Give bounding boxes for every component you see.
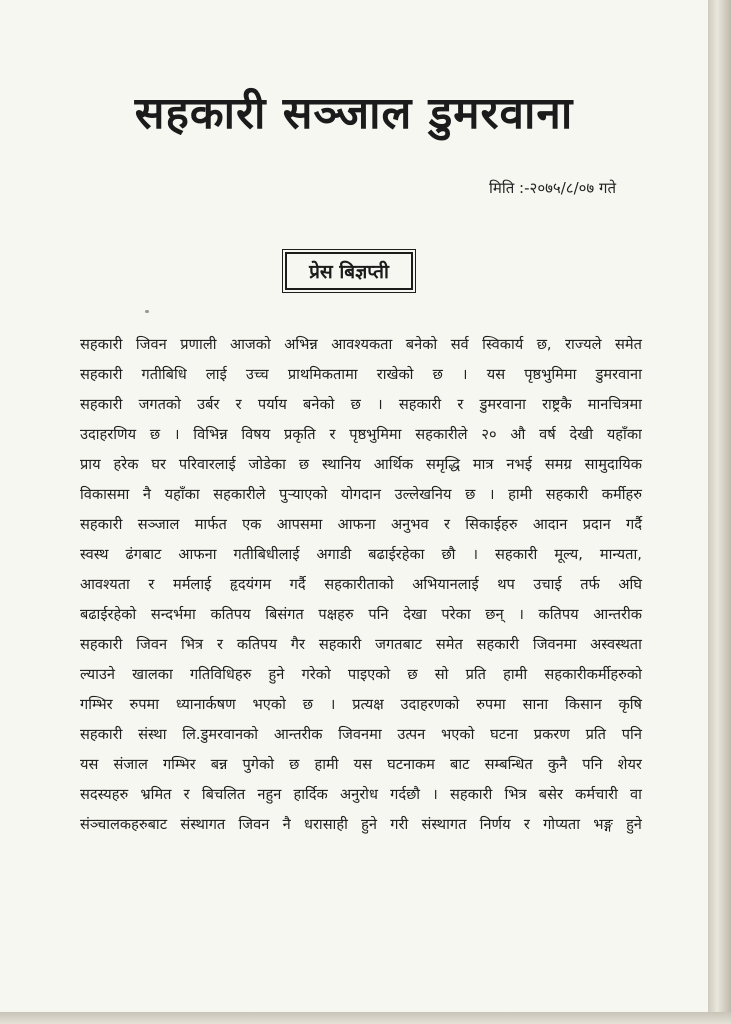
word: सहकारीले [213, 486, 266, 503]
word: परिवारलाई [178, 456, 236, 473]
paper-stack-edge [708, 0, 731, 1024]
paper-speck [145, 310, 149, 313]
body-line [80, 540, 642, 570]
word: जगतबाट [375, 636, 422, 653]
word: वर्ष [539, 426, 556, 443]
word: ल्याउने [80, 666, 116, 683]
word: अघि [618, 576, 642, 593]
word: घर [151, 456, 166, 473]
word: नभई [506, 456, 532, 473]
word: संञ्चालकहरुबाट [80, 816, 168, 833]
word: आन्तरीक [593, 606, 642, 623]
word: तर्फ [580, 576, 600, 593]
word: लि.डुमरवानको [182, 726, 259, 743]
word: राष्ट्रकै [542, 396, 572, 413]
word: र [148, 576, 155, 593]
word: रुपमा [129, 696, 159, 713]
word: विकासमा [80, 486, 130, 503]
word: । [377, 396, 383, 413]
word: सो [434, 666, 449, 683]
word: देखा [403, 606, 427, 623]
word: संस्थागत [180, 816, 226, 833]
word: आदान [532, 516, 568, 533]
word: सामुदायिक [584, 456, 642, 473]
word: आन्तरीक [273, 726, 323, 743]
word: डुमरवाना [479, 396, 526, 413]
word: मात्र [472, 456, 494, 473]
word: बिचलित [201, 786, 246, 803]
word: अनुरोध [339, 786, 378, 803]
word: आवश्यता [80, 576, 130, 593]
word: गरेको [301, 666, 331, 683]
word: पक्षहरु [318, 606, 354, 623]
word: बाट [450, 756, 470, 773]
word: प्रति [465, 666, 486, 683]
word: प्राथमिकतामा [287, 366, 358, 383]
word: बढाईरहेको [80, 606, 137, 623]
word: घटनाकम [387, 756, 435, 773]
word: शेयर [617, 756, 642, 773]
word: समृद्धि [425, 456, 460, 473]
word: लाई [205, 366, 227, 383]
word: २० [481, 426, 497, 443]
word: परेका [441, 606, 471, 623]
word: । [432, 786, 438, 803]
word: देखी [569, 426, 593, 443]
word: सहकारी [80, 396, 123, 413]
body-line [80, 450, 642, 480]
word: मर्मलाई [172, 576, 212, 593]
press-release-heading: प्रेस बिज्ञप्ती [309, 261, 389, 283]
word: अभियानलाई [412, 576, 479, 593]
word: सहकारी [476, 636, 520, 653]
word: भएको [441, 726, 475, 743]
word: कतिपय [210, 606, 251, 623]
word: मान्यता, [599, 546, 642, 563]
word: साना [522, 696, 549, 713]
body-line [80, 510, 642, 540]
word: उदाहरणिय [80, 426, 137, 443]
word: स्थानिय [322, 456, 361, 473]
word: । [462, 366, 468, 383]
word: घटना [490, 726, 519, 743]
word: गतिविधिहरु [189, 666, 252, 683]
body-line [80, 750, 642, 780]
word: कर्मचारी [575, 786, 618, 803]
word: उर्बर [197, 396, 220, 413]
word: सहकारी [80, 726, 123, 743]
word: प्रकरण [533, 726, 570, 743]
body-line [80, 420, 642, 450]
word: प्राय [80, 456, 101, 473]
word: धरासाही [303, 816, 348, 833]
body-line [80, 480, 642, 510]
word: पनि [582, 756, 603, 773]
word: आफना [337, 516, 376, 533]
body-line [80, 690, 642, 720]
word: वा [630, 786, 642, 803]
word: बिसंगत [265, 606, 304, 623]
word: निर्णय [479, 816, 511, 833]
word: जिवनमा [532, 636, 577, 653]
word: र [235, 396, 242, 413]
word: जिवन [136, 636, 168, 653]
word: उल्लेखनिय [394, 486, 452, 503]
word: पाइएको [347, 666, 391, 683]
body-line [80, 330, 642, 360]
word: बनेको [303, 396, 335, 413]
word: गम्भिर [162, 756, 196, 773]
word: एक [242, 516, 262, 533]
word: संस्थागत [421, 816, 467, 833]
word: कुनै [547, 756, 568, 773]
word: गर्दछौ [390, 786, 421, 803]
word: र [183, 786, 190, 803]
word: सिकाईहरु [465, 516, 518, 533]
word: छौ [441, 546, 456, 563]
document-date: मिति :-२०७५/८/०७ गते [489, 179, 616, 197]
word: स्विकार्य [482, 336, 524, 353]
word: गर्दै [289, 576, 306, 593]
word: गैर [290, 636, 305, 653]
word: रुपमा [476, 696, 506, 713]
word: छन् [485, 606, 504, 623]
word: । [472, 546, 478, 563]
word: र [523, 816, 530, 833]
press-release-heading-box [285, 252, 413, 290]
word: जिवन [238, 816, 270, 833]
word: प्रत्यक्ष [352, 696, 384, 713]
word: उदाहरणको [400, 696, 460, 713]
word: सहकारी [80, 366, 123, 383]
word: सहकारी [398, 396, 442, 413]
word: औ [510, 426, 526, 443]
word: र [216, 636, 223, 653]
document-title: सहकारी सञ्जाल डुमरवाना [134, 88, 574, 139]
word: पुगेको [242, 756, 274, 773]
word: भङ्ग [593, 816, 613, 833]
word: सहकारी [318, 636, 362, 653]
word: पृष्ठभुमिमा [349, 426, 402, 443]
word: हार्दिक [293, 786, 328, 803]
word: भएको [252, 696, 286, 713]
word: प्रदान [582, 516, 611, 533]
word: बढाईरहेका [368, 546, 425, 563]
word: यस [486, 366, 506, 383]
word: जिवन [135, 336, 167, 353]
word: समग्र [544, 456, 572, 473]
word: खालका [132, 666, 173, 683]
word: पर्याय [257, 396, 287, 413]
word: हामी [503, 666, 528, 683]
word: यहाँका [606, 426, 642, 443]
word: हामी [314, 756, 339, 773]
word: छ [298, 456, 310, 473]
word: छ [465, 486, 476, 503]
word: स्वस्थ [80, 546, 109, 563]
word: । [518, 606, 524, 623]
word: थप [497, 576, 515, 593]
word: सम्बन्धित [484, 756, 533, 773]
word: गतीबिधि [141, 366, 187, 383]
word: । [329, 696, 336, 713]
word: । [488, 486, 495, 503]
word: समेत [615, 336, 642, 353]
word: छ [302, 696, 313, 713]
word: छ [432, 366, 443, 383]
body-line [80, 780, 642, 810]
word: कर्मीहरु [601, 486, 642, 503]
word: भ्रमित [140, 786, 172, 803]
word: आर्थिक [373, 456, 414, 473]
word: किसान [564, 696, 602, 713]
word: गोप्यता [543, 816, 581, 833]
word: राखेको [376, 366, 414, 383]
word: । [173, 426, 180, 443]
word: र [457, 396, 464, 413]
word: र [329, 426, 336, 443]
body-line [80, 660, 642, 690]
word: आजको [230, 336, 271, 353]
word: बनेको [405, 336, 438, 353]
word: र [443, 516, 450, 533]
word: सहकारीकर्मीहरुको [544, 666, 642, 683]
word: बसेर [538, 786, 563, 803]
body-line [80, 390, 642, 420]
word: अस्वस्थता [590, 636, 642, 653]
word: संजाल [113, 756, 148, 773]
word: मार्फत [194, 516, 227, 533]
word: बन्न [210, 756, 228, 773]
word: छ [289, 756, 300, 773]
word: नहुन [257, 786, 282, 803]
body-paragraph [80, 330, 642, 840]
word: राज्यले [565, 336, 602, 353]
word: ध्यानार्कषण [175, 696, 236, 713]
word: हृदयंगम [229, 576, 272, 593]
word: हामी [508, 486, 533, 503]
word: योगदान [340, 486, 382, 503]
word: गर्दै [626, 516, 642, 533]
word: गम्भिर [80, 696, 113, 713]
word: छ [350, 396, 361, 413]
word: ढंगबाट [125, 546, 162, 563]
word: यस [80, 756, 99, 773]
word: जगतको [138, 396, 181, 413]
word: प्रति [585, 726, 606, 743]
body-line [80, 720, 642, 750]
body-line [80, 600, 642, 630]
word: आपसमा [276, 516, 323, 533]
word: हरेक [113, 456, 139, 473]
word: नै [282, 816, 291, 833]
word: हुने [268, 666, 285, 683]
paper-stack-bottom [0, 1012, 731, 1024]
word: सन्दर्भमा [150, 606, 196, 623]
word: छ, [536, 336, 552, 353]
word: आवश्यकता [331, 336, 393, 353]
word: यस [353, 756, 372, 773]
word: विषय [241, 426, 271, 443]
word: छ [149, 426, 161, 443]
word: समेत [435, 636, 463, 653]
word: सहकारी [449, 786, 493, 803]
word: कृषि [618, 696, 642, 713]
body-line [80, 360, 642, 390]
word: अनुभव [390, 516, 429, 533]
body-line [80, 630, 642, 660]
word: कतिपय [236, 636, 277, 653]
word: आफना [178, 546, 217, 563]
word: संस्था [138, 726, 167, 743]
word: सहकारी [494, 546, 538, 563]
word: सहकारी [80, 516, 123, 533]
word: पनि [621, 726, 642, 743]
word: गरी [390, 816, 409, 833]
word: मानचित्रमा [587, 396, 642, 413]
word: उच्च [245, 366, 269, 383]
word: जोडेका [248, 456, 286, 473]
word: विभिन्न [193, 426, 228, 443]
word: मूल्य, [554, 546, 583, 563]
word: पुऱ्याएको [279, 486, 328, 503]
word: नै [142, 486, 152, 503]
word: कतिपय [538, 606, 579, 623]
word: छ [407, 666, 418, 683]
word: सहकारी [545, 486, 589, 503]
word: हुने [626, 816, 642, 833]
word: भित्र [504, 786, 527, 803]
word: गतीबिधीलाई [233, 546, 300, 563]
word: जिवनमा [338, 726, 382, 743]
word: पृष्ठभुमिमा [524, 366, 577, 383]
word: सञ्जाल [137, 516, 180, 533]
word: डुमरवाना [595, 366, 642, 383]
word: अगाडी [316, 546, 352, 563]
word: पनि [368, 606, 389, 623]
body-line [80, 570, 642, 600]
word: भित्र [180, 636, 204, 653]
word: सर्व [450, 336, 469, 353]
word: हुने [361, 816, 377, 833]
word: यहाँका [164, 486, 200, 503]
body-line [80, 810, 642, 840]
word: सहकारीताको [324, 576, 394, 593]
word: सदस्यहरु [80, 786, 129, 803]
word: सहकारीले [415, 426, 468, 443]
word: सहकारी [80, 636, 123, 653]
word: प्रणाली [180, 336, 217, 353]
word: उचाई [533, 576, 562, 593]
word: सहकारी [80, 336, 123, 353]
word: उत्पन [397, 726, 426, 743]
word: अभिन्न [284, 336, 318, 353]
word: प्रकृति [284, 426, 316, 443]
